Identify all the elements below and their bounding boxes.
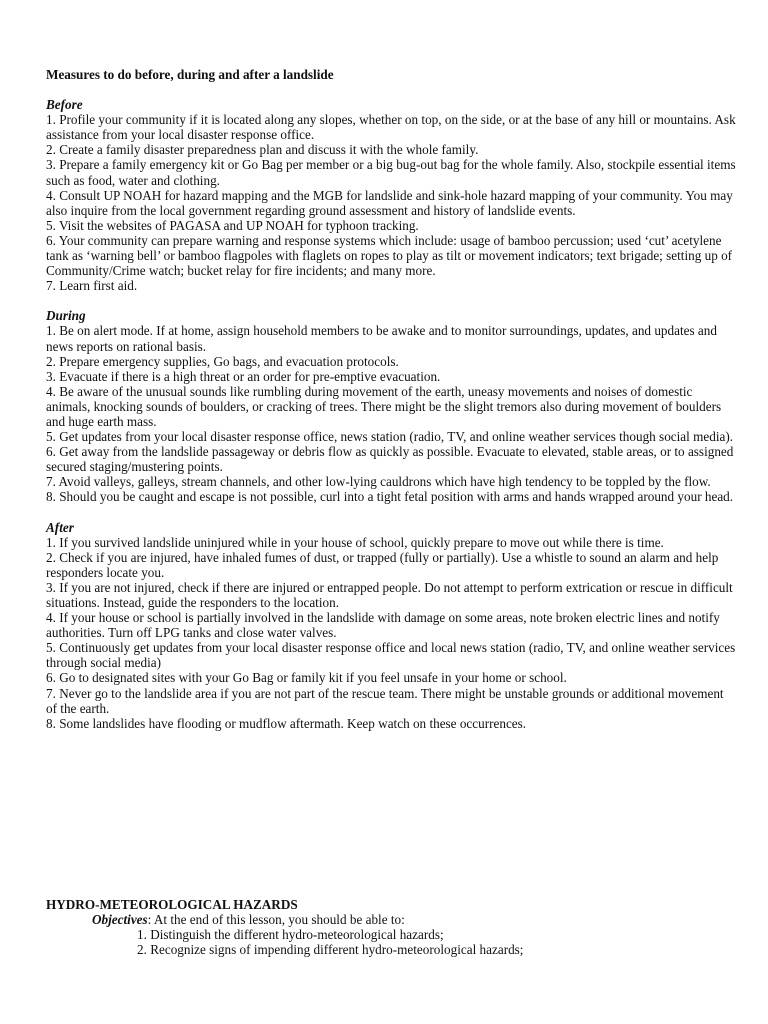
objective-item: 2. Recognize signs of impending different hydro-meteorological hazards; <box>137 942 524 958</box>
objectives-label: Objectives <box>92 912 148 928</box>
section-heading: Before <box>46 97 83 113</box>
section-during <box>46 308 736 504</box>
list-item: 3. If you are not injured, check if there are injured or entrapped people. Do not attempt to perform extrication or rescue in difficult situations. Instead, guide the responders to the location. <box>46 579 733 610</box>
hazard-title: HYDRO-METEOROLOGICAL HAZARDS <box>46 897 298 912</box>
list-item: 6. Go to designated sites with your Go Bag or family kit if you feel unsafe in your home or school. <box>46 670 567 686</box>
document-page <box>46 67 736 731</box>
list-item: 3. Prepare a family emergency kit or Go Bag per member or a big bug-out bag for the whole family. Also, stockpile essential items such as food, water and clothing. <box>46 157 736 188</box>
list-item: 4. Be aware of the unusual sounds like rumbling during movement of the earth, uneasy movements and noises of domestic animals, knocking sounds of boulders, or cracking of trees. There might be the slight tremors also during movement of boulders and huge earth mass. <box>46 383 722 429</box>
section-heading: During <box>46 308 86 324</box>
list-item: 8. Some landslides have flooding or mudflow aftermath. Keep watch on these occurrences. <box>46 715 527 731</box>
list-item: 1. If you survived landslide uninjured while in your house of school, quickly prepare to move out while there is time. <box>46 534 664 550</box>
sections-container <box>46 97 736 731</box>
objectives-line <box>92 912 736 927</box>
list-item: 1. Profile your community if it is located along any slopes, whether on top, on the side, or at the base of any hill or mountains. Ask assistance from your local disaster response office. <box>46 112 736 143</box>
list-item: 3. Evacuate if there is a high threat or an order for pre-emptive evacuation. <box>46 368 441 384</box>
document-title: Measures to do before, during and after a landslide <box>46 67 334 82</box>
list-item: 4. If your house or school is partially involved in the landslide with damage on some areas, note broken electric lines and notify authorities. Turn off LPG tanks and close water valves. <box>46 610 720 641</box>
list-item: 6. Your community can prepare warning and response systems which include: usage of bamboo percussion; used ‘cut’ acetylene tank as ‘warning bell’ or bamboo flagpoles with flaglets on ropes to play as tilt or movement indicators; text brigade; setting up of Community/Crime watch; bucket relay for fire incidents; and many more. <box>46 232 733 279</box>
section-gap <box>46 293 736 308</box>
list-item: 8. Should you be caught and escape is not possible, curl into a tight fetal position with arms and hands wrapped around your head. <box>46 489 734 505</box>
list-item: 2. Check if you are injured, have inhaled fumes of dust, or trapped (fully or partially). Use a whistle to sound an alarm and help responders locate you. <box>46 549 719 580</box>
objectives-list <box>46 927 736 957</box>
section-after <box>46 520 736 731</box>
list-item: 5. Visit the websites of PAGASA and UP NOAH for typhoon tracking. <box>46 217 419 233</box>
list-item: 4. Consult UP NOAH for hazard mapping and the MGB for landslide and sink-hole hazard mapping of your community. You may also inquire from the local government regarding ground assessment and history of landslide events. <box>46 187 733 218</box>
section-heading: After <box>46 519 74 535</box>
section-before <box>46 97 736 293</box>
list-item: 7. Never go to the landslide area if you are not part of the rescue team. There might be unstable grounds or additional movement of the earth. <box>46 685 724 716</box>
list-item: 2. Create a family disaster preparedness plan and discuss it with the whole family. <box>46 142 479 158</box>
objective-item: 1. Distinguish the different hydro-meteorological hazards; <box>137 927 444 943</box>
list-item: 7. Avoid valleys, galleys, stream channels, and other low-lying cauldrons which have high tendency to be toppled by the flow. <box>46 474 711 490</box>
list-item: 2. Prepare emergency supplies, Go bags, and evacuation protocols. <box>46 353 399 369</box>
list-item: 1. Be on alert mode. If at home, assign household members to be awake and to monitor surroundings, updates, and updates and news reports on rational basis. <box>46 323 717 354</box>
section-gap <box>46 505 736 520</box>
list-item: 7. Learn first aid. <box>46 278 138 294</box>
hazard-section <box>46 897 736 957</box>
list-item: 5. Continuously get updates from your local disaster response office and local news station (radio, TV, and online weather services through social media) <box>46 640 736 671</box>
list-item: 5. Get updates from your local disaster response office, news station (radio, TV, and online weather services though social media). <box>46 429 734 445</box>
objectives-intro: : At the end of this lesson, you should be able to: <box>147 912 405 928</box>
list-item: 6. Get away from the landslide passageway or debris flow as quickly as possible. Evacuate to elevated, stable areas, or to assigned secured staging/mustering points. <box>46 444 734 475</box>
